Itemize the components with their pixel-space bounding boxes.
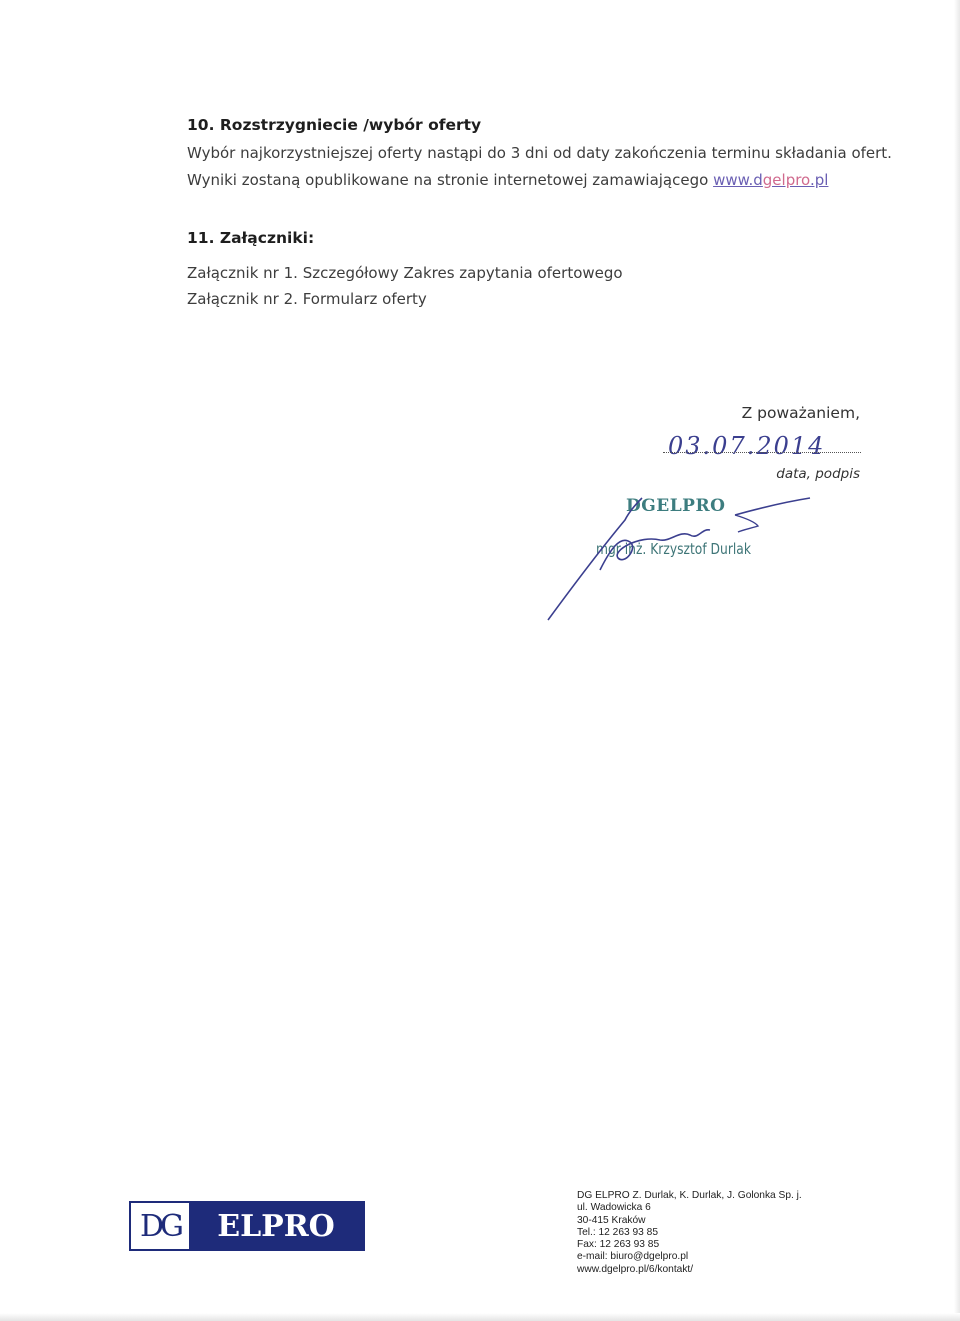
logo-dg-mark: DG (131, 1203, 189, 1249)
website-link-part-2: gelpro (762, 171, 810, 189)
website-link-part-1: www.d (713, 171, 763, 189)
footer-website: www.dgelpro.pl/6/kontakt/ (577, 1263, 694, 1275)
footer-phone: Tel.: 12 263 93 85 (577, 1226, 658, 1238)
footer-address (577, 1190, 802, 1276)
section-11-heading: 11. Załączniki: (187, 229, 315, 247)
handwritten-signature (530, 480, 830, 630)
website-link[interactable] (713, 171, 828, 189)
section-10-line-1: Wybór najkorzystniejszej oferty nastąpi do 3 dni od daty zakończenia terminu składania ofert. (187, 144, 892, 162)
closing-regards: Z poważaniem, (741, 404, 860, 422)
attachment-item-1: Załącznik nr 1. Szczegółowy Zakres zapytania ofertowego (187, 264, 623, 282)
footer-email: e-mail: biuro@dgelpro.pl (577, 1251, 689, 1263)
attachment-item-2: Załącznik nr 2. Formularz oferty (187, 290, 427, 308)
footer-company: DG ELPRO Z. Durlak, K. Durlak, J. Golonka Sp. j. (577, 1190, 802, 1201)
section-10-line-2 (187, 171, 828, 189)
section-10-heading: 10. Rozstrzygniecie /wybór oferty (187, 116, 482, 134)
footer-street: ul. Wadowicka 6 (577, 1202, 651, 1214)
page-edge-bottom (0, 1313, 960, 1321)
section-10-line-2-text: Wyniki zostaną opublikowane na stronie internetowej zamawiającego (187, 171, 714, 189)
handwritten-date: 03.07.2014 (668, 432, 826, 460)
stamp-company-name: DGELPRO (626, 496, 726, 516)
footer-fax: Fax: 12 263 93 85 (577, 1239, 660, 1251)
page-edge-right (954, 0, 960, 1321)
date-dotted-line (663, 452, 861, 453)
stamp-person-name: mgr inż. Krzysztof Durlak (596, 540, 751, 558)
website-link-part-3: .pl (809, 171, 829, 189)
signature-caption: data, podpis (776, 466, 860, 482)
footer-city: 30-415 Kraków (577, 1214, 646, 1226)
logo-elpro-text: ELPRO (189, 1203, 363, 1249)
company-logo (129, 1201, 365, 1251)
